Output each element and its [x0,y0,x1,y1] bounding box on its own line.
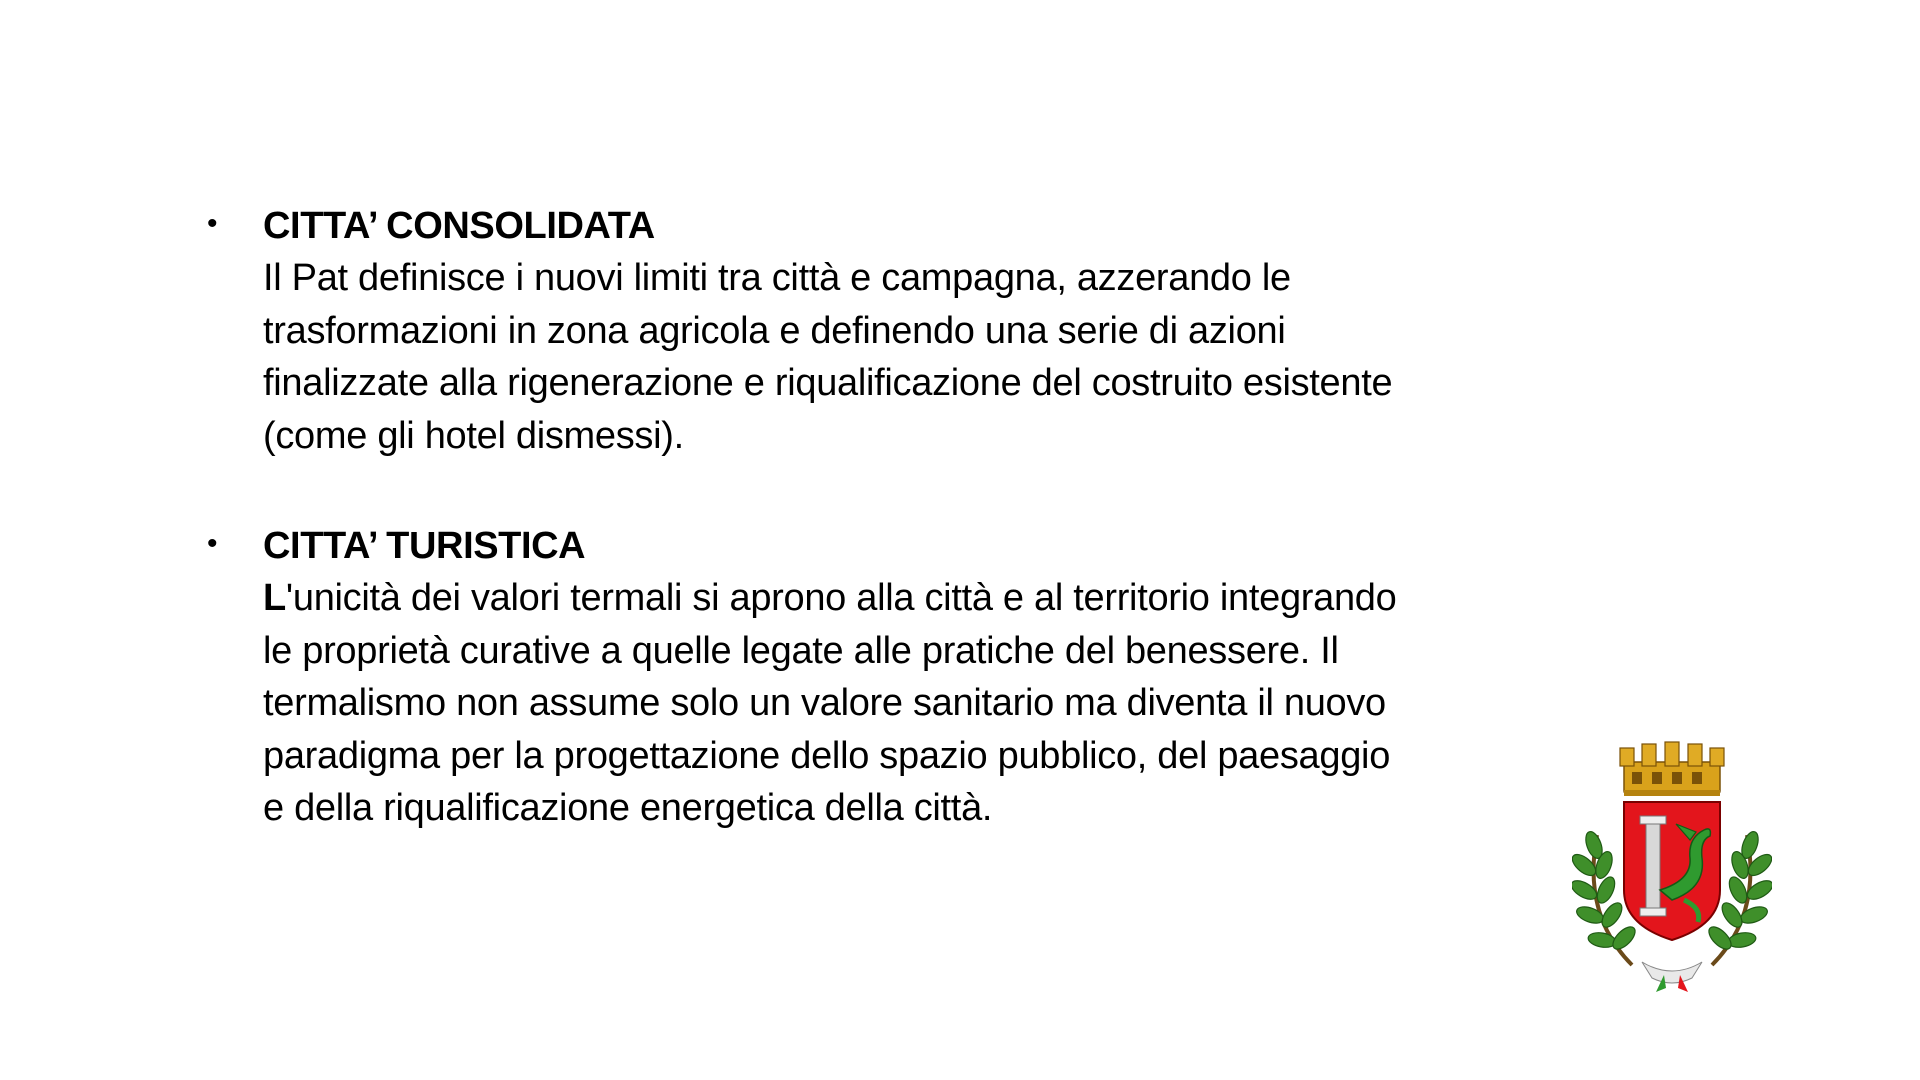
bullet-marker: • [207,527,218,560]
bullet-heading: CITTA’ TURISTICA [263,525,586,567]
bullet-item-citta-turistica [207,520,1647,835]
bullet-item-citta-consolidata [207,200,1647,462]
bullet-body-line: paradigma per la progettazione dello spazio pubblico, del paesaggio [263,734,1391,777]
bullet-body-line: le proprietà curative a quelle legate alle pratiche del benessere. Il [263,629,1339,672]
bullet-body-first-line [263,572,1647,625]
shield-icon [1624,802,1720,940]
bullet-list [207,200,1647,893]
municipal-coat-of-arms-icon [1572,740,1772,995]
bullet-body-first-line-rest: 'unicità dei valori termali si aprono alla città e al territorio integrando [285,577,1397,619]
bullet-body-line: termalismo non assume solo un valore sanitario ma diventa il nuovo [263,682,1386,724]
bold-initial: L [263,577,286,619]
bullet-body-line: trasformazioni in zona agricola e definendo una serie di azioni [263,309,1286,352]
ribbon-icon [1642,962,1702,992]
bullet-heading: CITTA’ CONSOLIDATA [263,205,655,247]
bullet-marker: • [207,207,218,240]
bullet-body-line: Il Pat definisce i nuovi limiti tra città e campagna, azzerando le [263,257,1291,299]
bullet-body-line: e della riqualificazione energetica della città. [263,787,993,829]
crown-icon [1620,742,1724,796]
bullet-body-line: (come gli hotel dismessi). [263,414,684,457]
bullet-body-line: finalizzate alla rigenerazione e riqualificazione del costruito esistente [263,362,1393,404]
